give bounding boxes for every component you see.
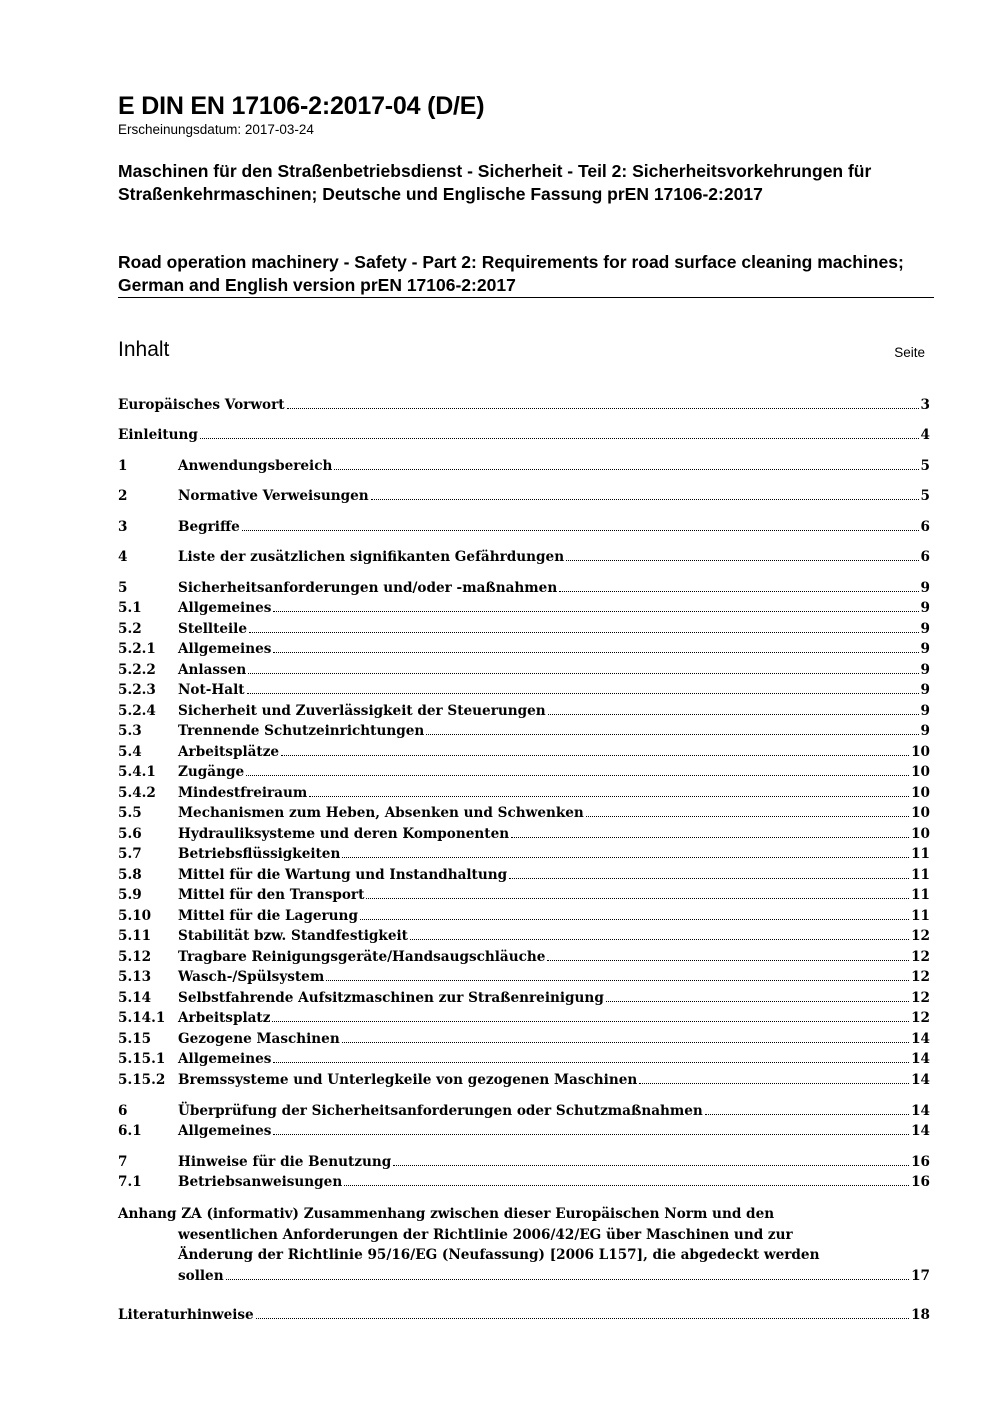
toc-leader-dots: [371, 499, 919, 500]
toc-entry[interactable]: [118, 721, 930, 741]
toc-entry-number: 4: [118, 549, 128, 565]
toc-page-number: 5: [920, 458, 930, 474]
toc-page-number: 12: [911, 990, 930, 1006]
toc-page-number: 12: [911, 928, 930, 944]
toc-entry-number: 2: [118, 488, 128, 504]
toc-entry[interactable]: [118, 824, 930, 844]
toc-page-number: 14: [911, 1103, 930, 1119]
toc-page-number: 11: [911, 846, 930, 862]
toc-entry-number: 6: [118, 1103, 128, 1119]
toc-entry-number: 7: [118, 1154, 128, 1170]
toc-page-number: 12: [911, 949, 930, 965]
toc-entry[interactable]: [118, 844, 930, 864]
toc-leader-dots: [342, 857, 909, 858]
toc-leader-dots: [586, 816, 909, 817]
toc-entry-title: Wasch-/Spülsystem: [178, 969, 325, 985]
toc-entry-number: 5.13: [118, 969, 152, 985]
toc-entry-title: Mindestfreiraum: [178, 785, 308, 801]
toc-entry-number: 5.6: [118, 826, 142, 842]
toc-entry-title: Einleitung: [118, 427, 198, 443]
toc-entry-number: 5.15: [118, 1031, 152, 1047]
toc-entry-number: 5.7: [118, 846, 142, 862]
toc-page-number: 14: [911, 1051, 930, 1067]
annex-line-4: sollen: [178, 1267, 224, 1284]
toc-entry[interactable]: [118, 1049, 930, 1069]
toc-page-number: 14: [911, 1031, 930, 1047]
toc-leader-dots: [226, 1279, 909, 1280]
toc-entry-number: 5.10: [118, 908, 152, 924]
toc-entry[interactable]: [118, 680, 930, 700]
toc-leader-dots: [509, 878, 909, 879]
title-german: Maschinen für den Straßenbetriebsdienst - Sicherheit - Teil 2: Sicherheitsvorkehrungen für Straßenkehrmaschinen; Deutsche und Englische Fassung prEN 17106-2:2017: [118, 161, 872, 204]
toc-leader-dots: [559, 591, 918, 592]
annex-line-2: wesentlichen Anforderungen der Richtlinie 2006/42/EG über Maschinen und zur: [178, 1226, 793, 1243]
toc-leader-dots: [200, 438, 919, 439]
toc-entry-title: Gezogene Maschinen: [178, 1031, 340, 1047]
toc-leader-dots: [344, 1185, 909, 1186]
toc-page-number: 17: [911, 1267, 930, 1284]
toc-leader-dots: [273, 611, 918, 612]
toc-page-number: 16: [911, 1174, 930, 1190]
toc-leader-dots: [705, 1114, 909, 1115]
toc-entry-number: 7.1: [118, 1174, 142, 1190]
toc-page-number: 9: [920, 580, 930, 596]
toc-entry-number: 5.9: [118, 887, 142, 903]
annex-line-1: Anhang ZA (informativ) Zusammenhang zwischen dieser Europäischen Norm und den: [118, 1206, 775, 1222]
toc-entry-number: 5.14.1: [118, 1010, 166, 1026]
toc-entry-number: 6.1: [118, 1123, 142, 1139]
toc-page-number: 10: [911, 805, 930, 821]
toc-leader-dots: [309, 796, 909, 797]
toc-entry-number: 5: [118, 580, 128, 596]
toc-entry-number: 5.3: [118, 723, 142, 739]
date-value: 2017-03-24: [244, 122, 314, 137]
toc-entry-title: Allgemeines: [178, 600, 272, 616]
toc-leader-dots: [426, 734, 918, 735]
toc-entry-number: 5.4.2: [118, 785, 156, 801]
toc-page-number: 10: [911, 744, 930, 760]
toc-leader-dots: [273, 652, 918, 653]
toc-entry-number: 5.5: [118, 805, 142, 821]
toc-entry-title: Selbstfahrende Aufsitzmaschinen zur Straßenreinigung: [178, 990, 604, 1006]
toc-page-number: 16: [911, 1154, 930, 1170]
toc-leader-dots: [393, 1165, 909, 1166]
toc-entry-number: 5.2.1: [118, 641, 156, 657]
toc-entry[interactable]: [118, 885, 930, 905]
toc-entry[interactable]: [118, 803, 930, 823]
toc-entry[interactable]: [118, 660, 930, 680]
toc-page-number: 18: [911, 1307, 930, 1323]
header-rule: [118, 297, 934, 298]
toc-entry[interactable]: [118, 425, 930, 445]
toc-entry[interactable]: [118, 619, 930, 639]
toc-leader-dots: [273, 1134, 909, 1135]
toc-leader-dots: [547, 960, 909, 961]
toc-entry-bibliography[interactable]: [118, 1305, 930, 1325]
toc-entry-title: Tragbare Reinigungsgeräte/Handsaugschläuche: [178, 949, 546, 965]
toc-page-number: 10: [911, 826, 930, 842]
toc-leader-dots: [548, 714, 919, 715]
toc-entry-title: Mittel für den Transport: [178, 887, 365, 903]
toc-entry[interactable]: [118, 456, 930, 476]
toc-leader-dots: [326, 980, 909, 981]
toc-entry[interactable]: [118, 742, 930, 762]
toc-entry[interactable]: [118, 598, 930, 618]
toc-entry-number: 1: [118, 458, 128, 474]
toc-entry-title: Normative Verweisungen: [178, 488, 369, 504]
toc-page-number: 9: [920, 621, 930, 637]
toc-entry-title: Not-Halt: [178, 682, 245, 698]
toc-entry[interactable]: [118, 988, 930, 1008]
toc-entry-title: Allgemeines: [178, 1123, 272, 1139]
toc-entry-title: Arbeitsplatz: [178, 1010, 271, 1026]
toc-entry-title: Stabilität bzw. Standfestigkeit: [178, 928, 408, 944]
toc-page-number: 11: [911, 867, 930, 883]
toc-entry-title: Hinweise für die Benutzung: [178, 1154, 392, 1170]
toc-entry-title: Liste der zusätzlichen signifikanten Gefährdungen: [178, 549, 565, 565]
contents-heading: Inhalt: [118, 338, 170, 361]
toc-entry[interactable]: [118, 783, 930, 803]
publication-date: Erscheinungsdatum: 2017-03-24: [118, 122, 314, 137]
toc-leader-dots: [273, 1062, 909, 1063]
annex-line-3: Änderung der Richtlinie 95/16/EG (Neufassung) [2006 L157], die abgedeckt werden: [178, 1247, 820, 1263]
toc-leader-dots: [246, 775, 909, 776]
toc-page-number: 10: [911, 764, 930, 780]
toc-entry[interactable]: [118, 578, 930, 598]
toc-leader-dots: [342, 1042, 909, 1043]
toc-entry-title: Sicherheit und Zuverlässigkeit der Steuerungen: [178, 703, 546, 719]
toc-page-number: 11: [911, 887, 930, 903]
toc-entry-number: 5.2.3: [118, 682, 156, 698]
toc-page-number: 6: [920, 549, 930, 565]
toc-leader-dots: [247, 693, 919, 694]
toc-entry[interactable]: [118, 1008, 930, 1028]
toc-entry-title: Anwendungsbereich: [178, 458, 333, 474]
toc-leader-dots: [248, 673, 918, 674]
toc-entry-number: 5.4: [118, 744, 142, 760]
toc-entry[interactable]: [118, 1029, 930, 1049]
toc-leader-dots: [639, 1083, 909, 1084]
toc-entry[interactable]: [118, 1101, 930, 1121]
toc-entry-number: 5.12: [118, 949, 152, 965]
toc-leader-dots: [242, 530, 919, 531]
toc-entry-title: Trennende Schutzeinrichtungen: [178, 723, 425, 739]
toc-page-number: 12: [911, 969, 930, 985]
date-label: Erscheinungsdatum: [118, 122, 238, 137]
toc-entry-title: Europäisches Vorwort: [118, 397, 285, 413]
toc-entry-title: Betriebsanweisungen: [178, 1174, 343, 1190]
toc-entry[interactable]: [118, 1172, 930, 1192]
toc-page-number: 9: [920, 662, 930, 678]
page-column-label: Seite: [894, 345, 925, 360]
toc-entry[interactable]: [118, 926, 930, 946]
toc-page-number: 11: [911, 908, 930, 924]
toc-entry-number: 5.14: [118, 990, 152, 1006]
toc-entry[interactable]: [118, 701, 930, 721]
toc-entry-number: 5.2.4: [118, 703, 156, 719]
toc-page-number: 5: [920, 488, 930, 504]
toc-entry[interactable]: [118, 762, 930, 782]
toc-leader-dots: [606, 1001, 909, 1002]
toc-page-number: 9: [920, 703, 930, 719]
toc-entry[interactable]: [118, 906, 930, 926]
toc-entry-title: Mechanismen zum Heben, Absenken und Schwenken: [178, 805, 584, 821]
toc-leader-dots: [410, 939, 909, 940]
toc-entry[interactable]: [118, 547, 930, 567]
toc-entry[interactable]: [118, 947, 930, 967]
toc-entry-number: 5.1: [118, 600, 142, 616]
toc-entry-title: Arbeitsplätze: [178, 744, 280, 760]
toc-leader-dots: [366, 898, 909, 899]
toc-page-number: 14: [911, 1072, 930, 1088]
toc-entry-title: Zugänge: [178, 764, 245, 780]
document-id: E DIN EN 17106-2:2017-04 (D/E): [118, 92, 485, 120]
toc-entry-number: 5.4.1: [118, 764, 156, 780]
toc-entry-title: Anlassen: [178, 662, 247, 678]
toc-entry-number: 5.15.2: [118, 1072, 166, 1088]
toc-entry-number: 3: [118, 519, 128, 535]
toc-leader-dots: [272, 1021, 909, 1022]
toc-leader-dots: [281, 755, 909, 756]
toc-entry-title: Sicherheitsanforderungen und/oder -maßnahmen: [178, 580, 558, 596]
toc-entry-number: 5.8: [118, 867, 142, 883]
toc-page-number: 9: [920, 600, 930, 616]
toc-entry[interactable]: [118, 395, 930, 415]
toc-entry-title: Überprüfung der Sicherheitsanforderungen oder Schutzmaßnahmen: [178, 1103, 703, 1119]
toc-entry[interactable]: [118, 865, 930, 885]
toc-leader-dots: [511, 837, 909, 838]
toc-page-number: 3: [920, 397, 930, 413]
toc-page-number: 14: [911, 1123, 930, 1139]
toc-entry-number: 5.2: [118, 621, 142, 637]
toc-entry-title: Betriebsflüssigkeiten: [178, 846, 341, 862]
toc-entry-title: Allgemeines: [178, 641, 272, 657]
toc-entry[interactable]: [118, 517, 930, 537]
toc-page-number: 10: [911, 785, 930, 801]
toc-entry[interactable]: [118, 1070, 930, 1090]
toc-leader-dots: [360, 919, 909, 920]
toc-page-number: 12: [911, 1010, 930, 1026]
toc-entry-title: Mittel für die Wartung und Instandhaltung: [178, 867, 508, 883]
title-english: Road operation machinery - Safety - Part 2: Requirements for road surface cleaning machines; German and English version prEN 17106-2:2017: [118, 252, 904, 295]
toc-entry[interactable]: [118, 639, 930, 659]
toc-page-number: 6: [920, 519, 930, 535]
toc-page-number: 9: [920, 723, 930, 739]
toc-entry-annex-za[interactable]: [118, 1204, 930, 1286]
toc-entry-title: Mittel für die Lagerung: [178, 908, 358, 924]
toc-page-number: 9: [920, 682, 930, 698]
toc-leader-dots: [334, 469, 918, 470]
toc-entry-number: 5.15.1: [118, 1051, 166, 1067]
toc-entry-title: Hydrauliksysteme und deren Komponenten: [178, 826, 510, 842]
toc-entry-title: Literaturhinweise: [118, 1307, 254, 1323]
toc-entry-title: Bremssysteme und Unterlegkeile von gezogenen Maschinen: [178, 1072, 638, 1088]
toc-entry-number: 5.11: [118, 928, 152, 944]
toc-page-number: 9: [920, 641, 930, 657]
toc-leader-dots: [287, 408, 919, 409]
toc-leader-dots: [566, 560, 918, 561]
toc-entry[interactable]: [118, 486, 930, 506]
toc-entry-title: Stellteile: [178, 621, 247, 637]
toc-entry[interactable]: [118, 1152, 930, 1172]
toc-leader-dots: [249, 632, 919, 633]
toc-page-number: 4: [920, 427, 930, 443]
toc-entry-title: Allgemeines: [178, 1051, 272, 1067]
toc-leader-dots: [256, 1318, 909, 1319]
toc-entry-number: 5.2.2: [118, 662, 156, 678]
toc-entry[interactable]: [118, 1121, 930, 1141]
toc-entry-title: Begriffe: [178, 519, 240, 535]
toc-entry[interactable]: [118, 967, 930, 987]
